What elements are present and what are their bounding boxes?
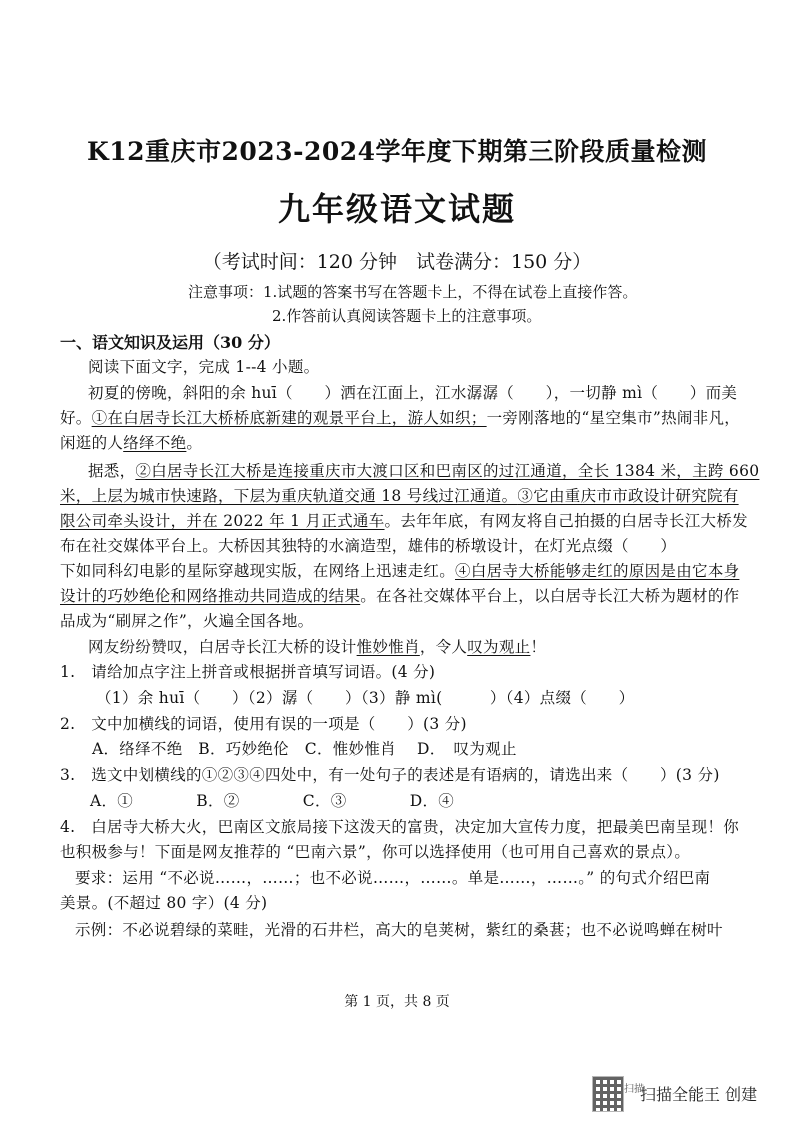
- question-2-options: A．络绎不绝 B．巧妙绝伦 C．惟妙惟肖 D． 叹为观止: [92, 740, 517, 758]
- underlined-sentence-2: ②白居寺长江大桥是连接重庆市大渡口区和巴南区的过江通道，全长 1384 米，主跨 660: [135, 462, 760, 480]
- exam-subtitle: 九年级语文试题: [277, 190, 516, 228]
- passage-line: [60, 559, 739, 581]
- passage-line: [60, 484, 739, 506]
- question-4: 4. 白居寺大桥大火，巴南区文旅局接下这泼天的富贵，决定加大宣传力度，把最美巴南呈现！你: [60, 818, 739, 836]
- passage-line: [88, 459, 759, 481]
- passage-text: ，令人: [419, 638, 468, 656]
- passage-line: 品成为“刷屏之作”，火遍全国各地。: [60, 612, 314, 630]
- notice-line-1: 注意事项：1.试题的答案书写在答题卡上，不得在试卷上直接作答。: [188, 283, 638, 301]
- passage-line: 初夏的傍晚，斜阳的余 huī（ ）洒在江面上，江水潺潺（ ），一切静 mì（ ）而美: [88, 384, 738, 402]
- question-3: 3. 选文中划横线的①②③④四处中，有一处句子的表述是有语病的，请选出来（ ）(3 分): [60, 766, 720, 784]
- underlined-sentence-3: ③它由重庆市市政设计研究院有: [517, 487, 739, 505]
- scanner-logo: 扫描: [624, 1084, 644, 1095]
- question-4-example: 示例：不必说碧绿的菜畦，光滑的石井栏，高大的皂荚树，紫红的桑葚；也不必说鸣蝉在树叶: [75, 921, 723, 939]
- underlined-word: 叹为观止: [467, 638, 531, 656]
- passage-text: 。在各社交媒体平台上，以白居寺长江大桥为题材的作: [360, 587, 740, 605]
- passage-text: 。: [186, 434, 203, 452]
- underlined-sentence-4: 设计的: [60, 587, 108, 605]
- underlined-sentence-3: 限公司牵头设计，并在 2022 年 1 月正式通车: [60, 512, 385, 530]
- passage-line: [60, 431, 202, 453]
- underlined-word: 巧妙绝伦: [107, 587, 171, 605]
- question-4: 也积极参与！下面是网友推荐的 “巴南六景”，你可以选择使用（也可用自己喜欢的景点）。: [60, 843, 691, 861]
- underlined-sentence-1: ①在白居寺长江大桥桥底新建的观景平台上，游人如织；: [91, 409, 487, 427]
- exam-info: （考试时间：120 分钟 试卷满分：150 分）: [202, 251, 592, 273]
- notice-line-2: 2.作答前认真阅读答题卡上的注意事项。: [272, 307, 542, 325]
- question-2: 2. 文中加横线的词语，使用有误的一项是（ ）(3 分): [60, 715, 467, 733]
- page-number: 第 1 页，共 8 页: [344, 994, 450, 1010]
- section-heading: 一、语文知识及运用（30 分）: [60, 333, 280, 352]
- question-3-options: A．① B．② C．③ D．④: [90, 792, 455, 810]
- question-1-blanks: （1）余 huī（ ）（2）潺（ ）（3）静 mì( ）（4）点缀（ ）: [96, 689, 635, 707]
- passage-line: [60, 406, 740, 428]
- passage-text: 据悉，: [88, 462, 136, 480]
- passage-text: 下如同科幻电影的星际穿越现实版，在网络上迅速走红。: [60, 562, 456, 580]
- qr-code-icon: [592, 1076, 624, 1112]
- question-4-requirement: 美景。(不超过 80 字）(4 分): [60, 894, 268, 912]
- passage-text: 一旁刚落地的“星空集市”热闹非凡，: [486, 409, 741, 427]
- passage-text: 好。: [60, 409, 92, 427]
- question-4-requirement: 要求：运用 “不必说……，……；也不必说……，……。单是……，……。” 的句式介绍巴南: [75, 869, 711, 887]
- underlined-word: 络绎不绝: [123, 434, 187, 452]
- section-intro: 阅读下面文字，完成 1--4 小题。: [88, 358, 320, 376]
- underlined-sentence-4: 和网络推动共同造成的结果: [170, 587, 361, 605]
- exam-header-title: K12重庆市2023-2024学年度下期第三阶段质量检测: [86, 137, 708, 166]
- passage-text: 闲逛的人: [60, 434, 124, 452]
- passage-text: 网友纷纷赞叹，白居寺长江大桥的设计: [88, 638, 357, 656]
- passage-text: ！: [530, 638, 547, 656]
- passage-line: [88, 635, 546, 657]
- underlined-word: 惟妙惟肖: [356, 638, 420, 656]
- underlined-sentence-2: 米，上层为城市快速路，下层为重庆轨道交通 18 号线过江通道。: [60, 487, 518, 505]
- underlined-sentence-4: ④白居寺大桥能够走红的原因是由它本身: [455, 562, 740, 580]
- passage-line: [60, 584, 739, 606]
- scanner-watermark: 扫描全能王 创建: [640, 1085, 758, 1104]
- passage-line: 布在社交媒体平台上。大桥因其独特的水滴造型，雄伟的桥墩设计，在灯光点缀（ ）: [60, 537, 677, 555]
- passage-line: [60, 509, 748, 531]
- question-1: 1. 请给加点字注上拼音或根据拼音填写词语。(4 分): [60, 663, 436, 681]
- passage-text: 。去年年底，有网友将自己拍摄的白居寺长江大桥发: [384, 512, 748, 530]
